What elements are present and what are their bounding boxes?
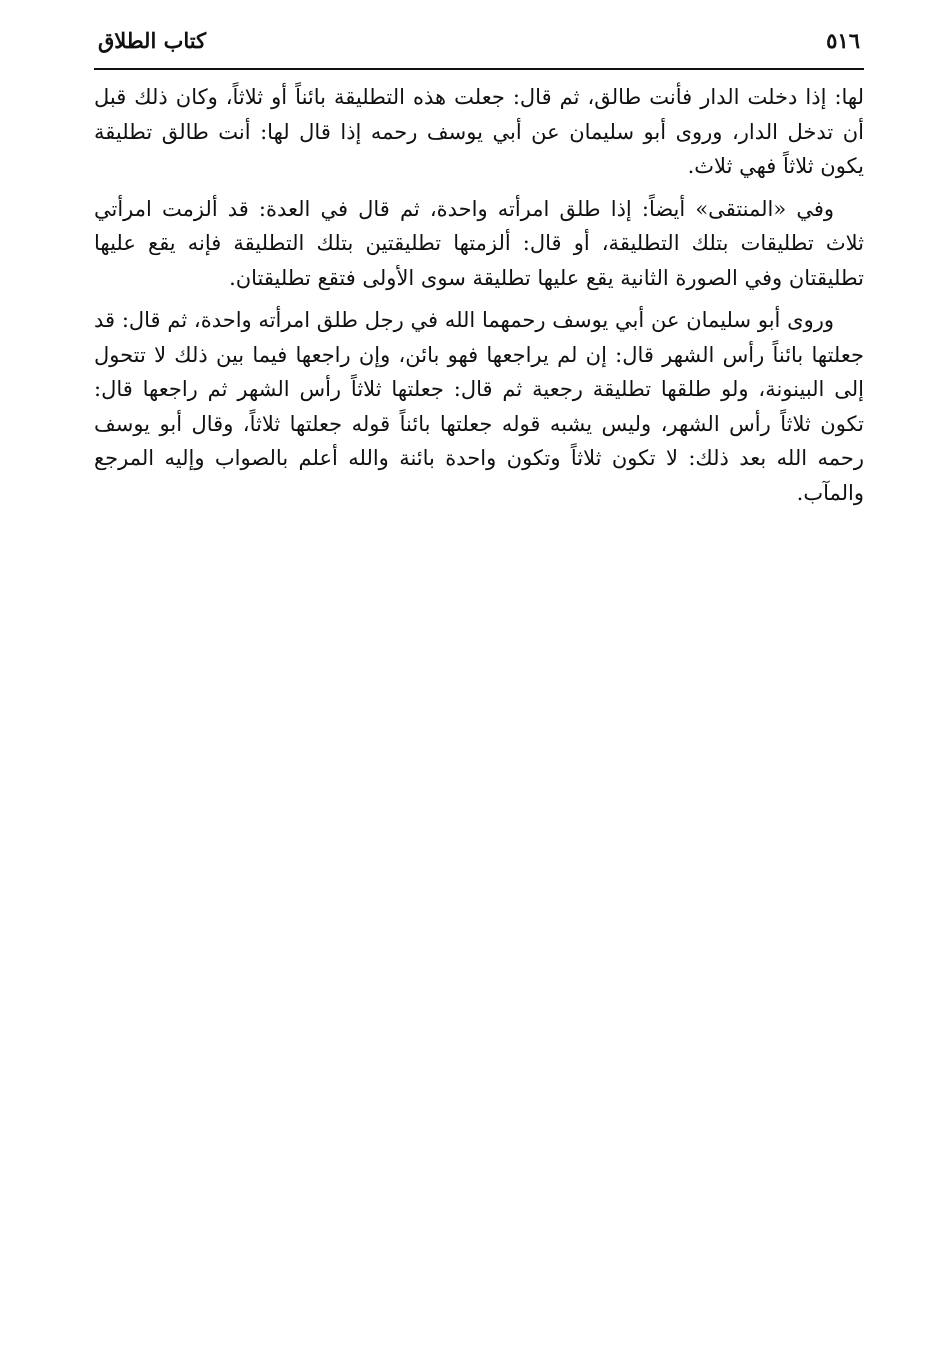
paragraph-3: وروى أبو سليمان عن أبي يوسف رحمهما الله في رجل طلق امرأته واحدة، ثم قال: قد جعلتها بائناً رأس الشهر قال: إن لم يراجعها فهو بائن، وإن راجعها فيما بين ذلك لا تتحول إلى البينونة، ولو طلقها تطليقة رجعية ثم قال: جعلتها ثلاثاً رأس الشهر ثم راجعها قال: تكون ثلاثاً رأس الشهر، وليس يشبه قوله جعلتها بائناً قوله جعلتها ثلاثاً، وقال أبو يوسف رحمه الله بعد ذلك: لا تكون ثلاثاً وتكون واحدة بائنة والله أعلم بالصواب وإليه المرجع والمآب. bbox=[94, 308, 864, 505]
paragraph-1: لها: إذا دخلت الدار فأنت طالق، ثم قال: جعلت هذه التطليقة بائناً أو ثلاثاً، وكان ذلك قبل أن تدخل الدار، وروى أبو سليمان عن أبي يوسف رحمه إذا قال لها: أنت طالق تطليقة يكون ثلاثاً فهي ثلاث. bbox=[94, 85, 864, 178]
page-number: ٥١٦ bbox=[826, 28, 860, 53]
text-body bbox=[94, 80, 864, 510]
header-rule bbox=[94, 68, 864, 70]
running-header bbox=[94, 28, 864, 62]
chapter-title: كتاب الطلاق bbox=[98, 28, 207, 53]
paragraph-2: وفي «المنتقى» أيضاً: إذا طلق امرأته واحدة، ثم قال في العدة: قد ألزمت امرأتي ثلاث تطليقات بتلك التطليقة، أو قال: ألزمتها تطليقتين بتلك التطليقة فإنه يقع عليها تطليقتان وفي الصورة الثانية يقع عليها تطليقة سوى الأولى فتقع تطليقتان. bbox=[94, 196, 864, 290]
book-page bbox=[94, 28, 864, 518]
